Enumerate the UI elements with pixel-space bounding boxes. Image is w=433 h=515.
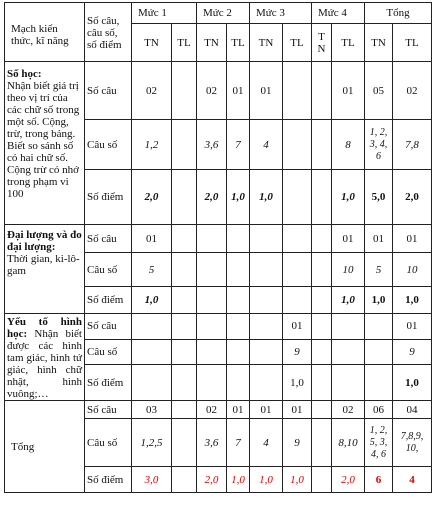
cell: 2,0 [132,170,172,225]
tn-header: TN [365,24,393,62]
cell: 1,2,5 [132,419,172,467]
cell: 01 [227,62,250,120]
tn-header: TN [132,24,172,62]
cell [197,287,227,314]
cell [332,339,365,365]
cell: 5 [132,253,172,287]
cell [172,120,197,170]
cell [172,401,197,419]
cell [312,401,332,419]
metric-label: Số câu [85,225,132,253]
cell [132,339,172,365]
cell [312,314,332,340]
cell: 1,0 [393,365,432,401]
cell: 01 [332,225,365,253]
metric-label: Câu số [85,339,132,365]
level-2-header: Mức 2 [197,3,250,24]
cell: 01 [365,225,393,253]
cell [172,225,197,253]
cell: 1, 2, 3, 4, 6 [365,120,393,170]
cell [227,225,250,253]
cell: 9 [283,419,312,467]
header-row-levels [5,3,432,24]
cell [283,62,312,120]
cell [172,314,197,340]
cell: 5 [365,253,393,287]
cell: 02 [197,62,227,120]
hoc-title: Số học: [7,68,42,80]
cell [312,287,332,314]
cell [172,253,197,287]
cell: 04 [393,401,432,419]
cell: 7,8 [393,120,432,170]
cell [283,253,312,287]
dai-luong-topic-cell [5,225,85,314]
metric-label: Số điểm [85,467,132,493]
cell: 1,0 [250,170,283,225]
cell [365,339,393,365]
tl-header: TL [283,24,312,62]
cell: 02 [197,401,227,419]
cell: 6 [365,467,393,493]
cell [312,62,332,120]
metric-label: Câu số [85,120,132,170]
cell: 1,0 [365,287,393,314]
cell: 2,0 [332,467,365,493]
hinh-hoc-description: Nhận biết được các hình tam giác, hình tứ giác, hình chữ nhật, hình vuông;… [7,328,82,400]
cell: 2,0 [197,467,227,493]
cell: 1,0 [227,467,250,493]
total-header: Tổng [365,3,432,24]
hoc-so-cau-row [5,62,432,120]
hinh-hoc-so-cau-row [5,314,432,340]
cell: 01 [393,225,432,253]
cell [250,287,283,314]
cell: 1,0 [283,467,312,493]
hoc-description: Nhận biết giá trị theo vị trí của các chữ số trong một số. Cộng, trừ, trong bảng. Biết so sánh số có hai chữ số. Cộng trừ có nhớ trong phạm vi 100 [7,80,80,200]
cell: 10 [332,253,365,287]
level-4-header: Mức 4 [312,3,365,24]
cell [250,253,283,287]
cell [332,314,365,340]
cell: 01 [283,401,312,419]
metric-label: Số điểm [85,365,132,401]
metric-label: Số câu [85,62,132,120]
cell: 7 [227,120,250,170]
cell: 1,0 [332,287,365,314]
tl-header: TL [172,24,197,62]
cell [227,339,250,365]
cell [197,314,227,340]
cell [312,339,332,365]
cell: 02 [393,62,432,120]
cell [227,287,250,314]
cell [312,253,332,287]
cell: 7 [227,419,250,467]
exam-matrix-table [4,2,432,493]
tn-header: TN [197,24,227,62]
cell [172,365,197,401]
level-3-header: Mức 3 [250,3,312,24]
cell: 1, 2, 5, 3, 4, 6 [365,419,393,467]
cell: 10 [393,253,432,287]
cell [312,467,332,493]
metric-label: Số điểm [85,170,132,225]
cell: 1,0 [393,287,432,314]
cell [172,339,197,365]
cell [312,170,332,225]
cell: 5,0 [365,170,393,225]
cell [312,419,332,467]
cell [312,120,332,170]
cell: 05 [365,62,393,120]
cell [283,225,312,253]
cell: 1,0 [132,287,172,314]
cell [365,314,393,340]
cell: 03 [132,401,172,419]
matrix-container [4,2,431,513]
cell [197,339,227,365]
cell: 3,6 [197,120,227,170]
metric-label: Câu số [85,419,132,467]
cell [250,225,283,253]
cell [283,287,312,314]
cell: 2,0 [393,170,432,225]
cell: 8,10 [332,419,365,467]
cell: 01 [250,62,283,120]
cell: 02 [332,401,365,419]
metric-column-header: Số câu, câu số, số điểm [85,3,132,62]
cell: 01 [250,401,283,419]
cell [332,365,365,401]
cell [227,365,250,401]
cell: 7,8,9, 10, [393,419,432,467]
cell: 01 [227,401,250,419]
cell: 1,2 [132,120,172,170]
cell: 4 [393,467,432,493]
hoc-topic-cell [5,62,85,225]
cell [312,225,332,253]
cell: 3,6 [197,419,227,467]
cell: 06 [365,401,393,419]
cell: 2,0 [197,170,227,225]
cell: 4 [250,120,283,170]
cell [250,339,283,365]
cell [250,314,283,340]
tong-topic-cell: Tổng [5,401,85,493]
cell: 9 [283,339,312,365]
cell: 01 [332,62,365,120]
dai-luong-description: Thời gian, ki-lô-gam [7,253,80,277]
cell: 8 [332,120,365,170]
dai-luong-so-cau-row [5,225,432,253]
cell [172,287,197,314]
cell [197,365,227,401]
cell [250,365,283,401]
cell [172,467,197,493]
hinh-hoc-topic-cell [5,314,85,401]
tl-header: TL [393,24,432,62]
tong-so-cau-row [5,401,432,419]
level-1-header: Mức 1 [132,3,197,24]
tn-header-split: T N [312,24,332,62]
cell [172,170,197,225]
cell [283,120,312,170]
tl-header: TL [227,24,250,62]
dai-luong-title: Đại lượng và đo đại lượng: [7,229,82,253]
cell: 9 [393,339,432,365]
cell: 01 [283,314,312,340]
cell [365,365,393,401]
cell: 1,0 [250,467,283,493]
cell: 4 [250,419,283,467]
metric-label: Câu số [85,253,132,287]
cell: 02 [132,62,172,120]
cell: 1,0 [332,170,365,225]
hinh-hoc-title: Yếu tố hình học: [7,316,82,340]
cell [227,253,250,287]
topic-column-header: Mạch kiến thức, kĩ năng [5,3,85,62]
cell [132,314,172,340]
cell: 1,0 [227,170,250,225]
cell [197,253,227,287]
tl-header: TL [332,24,365,62]
cell [132,365,172,401]
tn-header: TN [250,24,283,62]
cell [283,170,312,225]
cell: 01 [393,314,432,340]
metric-label: Số câu [85,401,132,419]
cell [172,419,197,467]
cell [197,225,227,253]
metric-label: Số điểm [85,287,132,314]
cell [227,314,250,340]
cell: 01 [132,225,172,253]
cell [312,365,332,401]
cell: 1,0 [283,365,312,401]
metric-label: Số câu [85,314,132,340]
cell [172,62,197,120]
cell: 3,0 [132,467,172,493]
